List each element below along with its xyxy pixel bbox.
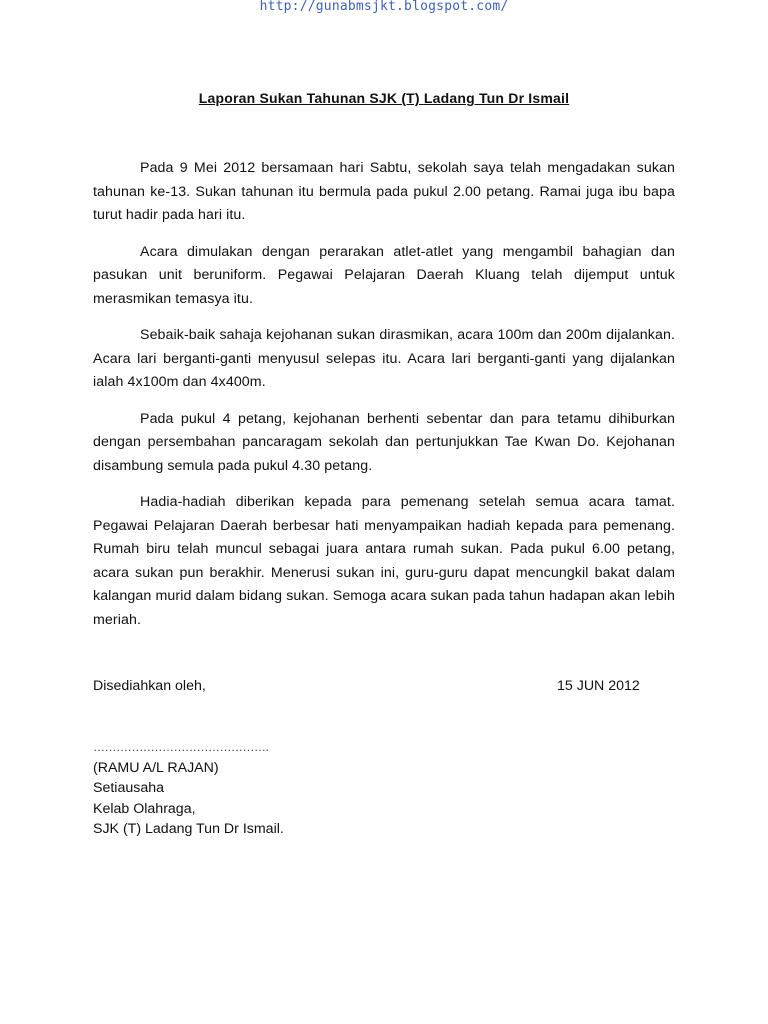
paragraph-1: Pada 9 Mei 2012 bersamaan hari Sabtu, sekolah saya telah mengadakan sukan tahunan ke-13. Sukan tahunan itu bermula pada pukul 2.00 petang. Ramai juga ibu bapa turut hadir pada hari itu. [93,160,675,223]
signatory-name: (RAMU A/L RAJAN) [93,760,219,776]
signatory-club: Kelab Olahraga, [93,800,196,817]
prepared-by-label: Disediahkan oleh, [93,678,206,694]
signatory-position: Setiausaha [93,780,164,797]
report-title: Laporan Sukan Tahunan SJK (T) Ladang Tun Dr Ismail [198,90,570,106]
signatory-school: SJK (T) Ladang Tun Dr Ismail. [93,821,284,838]
paragraph-4: Pada pukul 4 petang, kejohanan berhenti sebentar dan para tetamu dihiburkan dengan persembahan pancaragam sekolah dan pertunjukkan Tae Kwan Do. Kejohanan disambung semula pada pukul 4.30 petang. [93,410,675,474]
paragraph-3: Sebaik-baik sahaja kejohanan sukan dirasmikan, acara 100m dan 200m dijalankan. Acara lari berganti-ganti menyusul selepas itu. Acara lari berganti-ganti yang dijalankan ialah 4x100m dan 4x400m. [93,327,675,390]
source-url: http://gunabmsjkt.blogspot.com/ [259,0,509,14]
signature-block [93,740,284,840]
paragraph-5: Hadia-hadiah diberikan kepada para pemenang setelah semua acara tamat. Pegawai Pelajaran Daerah berbesar hati menyampaikan hadiah kepada para pemenang. Rumah biru telah muncul sebagai juara antara rumah sukan. Pada pukul 6.00 petang, acara sukan pun berakhir. Menerusi sukan ini, guru-guru dapat mencungkil bakat dalam kalangan murid dalam bidang sukan. Semoga acara sukan pada tahun hadapan akan lebih meriah. [93,494,675,628]
signature-line: ………………………………………. [93,740,269,754]
report-body [93,157,675,645]
report-date: 15 JUN 2012 [557,678,640,694]
paragraph-2: Acara dimulakan dengan perarakan atlet-atlet yang mengambil bahagian dan pasukan unit beruniform. Pegawai Pelajaran Daerah Kluang telah dijemput untuk merasmikan temasya itu. [93,243,675,307]
